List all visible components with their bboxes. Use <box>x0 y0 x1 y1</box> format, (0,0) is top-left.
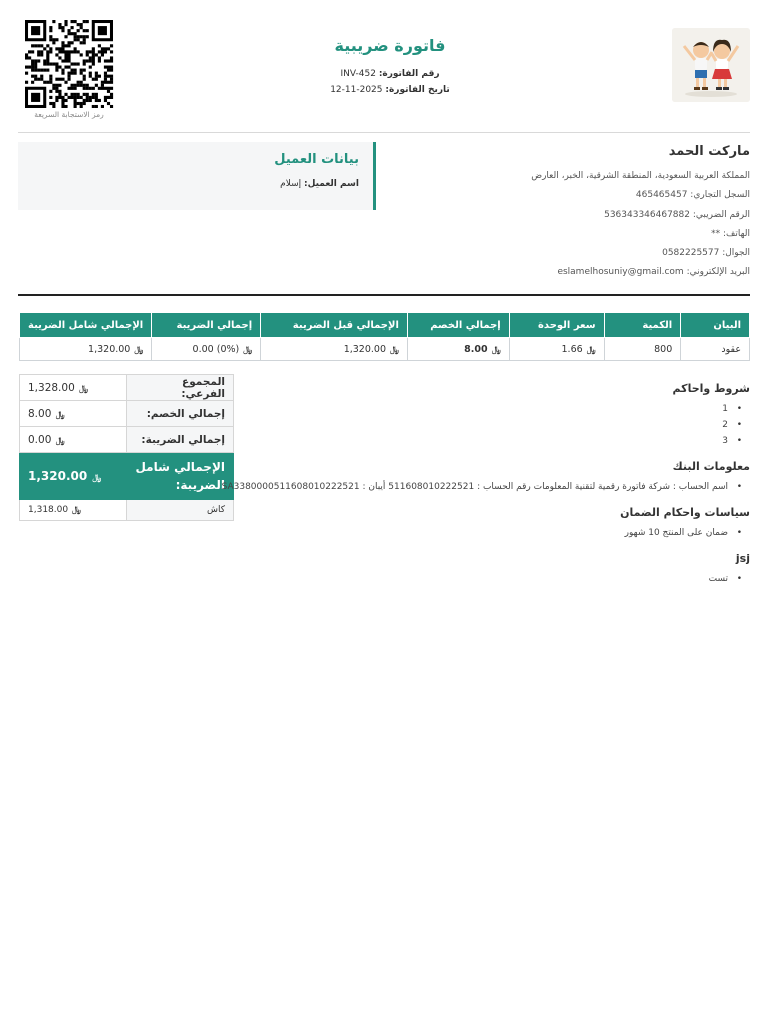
subtotal-row <box>20 375 234 401</box>
totals-table <box>19 374 234 521</box>
invoice-date <box>300 85 480 95</box>
customer-name <box>18 179 359 189</box>
subtotal-label: المجموع الفرعي: <box>127 375 234 401</box>
warranty-list <box>270 528 750 538</box>
col-tax: إجمالي الضريبة <box>152 313 261 338</box>
grand-total-label: الإجمالي شامل الضريبة: <box>127 453 234 500</box>
cell-unit-price: ﷼ 1.66 <box>509 338 604 361</box>
items-table <box>19 312 750 361</box>
tax-value: ﷼ 0.00 <box>20 427 127 453</box>
col-before-tax: الإجمالي قبل الضريبة <box>261 313 408 338</box>
grand-total-row <box>20 453 234 500</box>
invoice-date-value: 2025-11-12 <box>330 85 383 95</box>
tax-label: إجمالي الضريبة: <box>127 427 234 453</box>
list-item: • اسم الحساب : شركة فاتورة رقمية لتقنية المعلومات رقم الحساب : 511608010222521 أيبان : SA3380000511608010222521 <box>270 482 728 492</box>
list-item: • 2 <box>270 420 728 430</box>
seller-commercial-register: السجل التجاري: 465465457 <box>635 190 750 201</box>
seller-address: المملكة العربية السعودية، المنطقة الشرقية، الخبر، العارض <box>531 171 750 181</box>
header-divider <box>18 132 750 133</box>
cell-discount: ﷼ 8.00 <box>407 338 509 361</box>
riyal-icon: ﷼ <box>55 409 65 419</box>
bank-info-title: معلومات البنك <box>672 460 750 473</box>
seller-mobile: الجوال: 0582225577 <box>662 248 750 259</box>
col-discount: إجمالي الخصم <box>407 313 509 338</box>
terms-list <box>270 404 750 446</box>
company-logo <box>672 28 750 102</box>
list-item: • 1 <box>270 404 728 414</box>
warranty-title: سياسات واحكام الضمان <box>620 506 750 519</box>
cell-tax: ﷼ (0%) 0.00 <box>152 338 261 361</box>
extra-section-list <box>270 574 750 584</box>
section-divider <box>18 294 750 296</box>
terms-sections <box>221 382 750 598</box>
list-item: • 3 <box>270 436 728 446</box>
riyal-icon: ﷼ <box>491 344 501 354</box>
qr-caption: رمز الاستجابة السريعة <box>34 110 104 119</box>
riyal-icon: ﷼ <box>71 505 81 514</box>
extra-section-title: jsj <box>735 552 750 565</box>
discount-label: إجمالي الخصم: <box>127 401 234 427</box>
customer-name-value: إسلام <box>280 179 302 189</box>
col-quantity: الكمية <box>604 313 681 338</box>
bank-info-list <box>221 482 750 492</box>
customer-title: بيانات العميل <box>274 152 359 167</box>
seller-phone: الهاتف: ** <box>711 228 750 239</box>
items-header-row <box>20 313 750 338</box>
list-item: • ضمان على المنتج 10 شهور <box>270 528 728 538</box>
col-total: الإجمالي شامل الضريبة <box>20 313 152 338</box>
subtotal-value: ﷼ 1,328.00 <box>20 375 127 401</box>
seller-info <box>450 144 750 287</box>
payment-value: ﷼ 1,318.00 <box>20 500 127 521</box>
customer-name-label: اسم العميل: <box>303 179 359 189</box>
cell-before-tax: ﷼ 1,320.00 <box>261 338 408 361</box>
riyal-icon: ﷼ <box>586 344 596 354</box>
seller-tax-number: الرقم الضريبي: 536343346467882 <box>604 209 750 220</box>
payment-method: كاش <box>127 500 234 521</box>
customer-box <box>18 142 376 210</box>
cell-total: ﷼ 1,320.00 <box>20 338 152 361</box>
riyal-icon: ﷼ <box>79 383 88 393</box>
qr-code <box>22 20 116 108</box>
discount-value: ﷼ 8.00 <box>20 401 127 427</box>
riyal-icon: ﷼ <box>92 473 102 482</box>
seller-email: البريد الإلكتروني: eslamelhosuniy@gmail.com <box>557 267 750 278</box>
col-description: البيان <box>681 313 750 338</box>
discount-row <box>20 401 234 427</box>
payment-row <box>20 500 234 521</box>
invoice-date-label: تاريخ الفاتورة: <box>385 85 450 95</box>
riyal-icon: ﷼ <box>134 344 144 354</box>
invoice-number-label: رقم الفاتورة: <box>378 69 440 79</box>
col-unit-price: سعر الوحدة <box>509 313 604 338</box>
seller-name: ماركت الحمد <box>668 144 750 159</box>
invoice-title: فاتورة ضريبية <box>334 36 446 55</box>
tax-row <box>20 427 234 453</box>
riyal-icon: ﷼ <box>55 435 65 445</box>
cell-quantity: 800 <box>604 338 681 361</box>
cell-description: عقود <box>681 338 750 361</box>
grand-total-value: ﷼ 1,320.00 <box>20 453 127 500</box>
invoice-title-block <box>300 36 480 101</box>
invoice-number-value: INV-452 <box>340 69 376 79</box>
invoice-number <box>300 69 480 79</box>
table-row <box>20 338 750 361</box>
terms-title: شروط واحاكم <box>672 382 750 395</box>
list-item: • تست <box>270 574 728 584</box>
riyal-icon: ﷼ <box>243 344 253 354</box>
riyal-icon: ﷼ <box>390 344 399 354</box>
